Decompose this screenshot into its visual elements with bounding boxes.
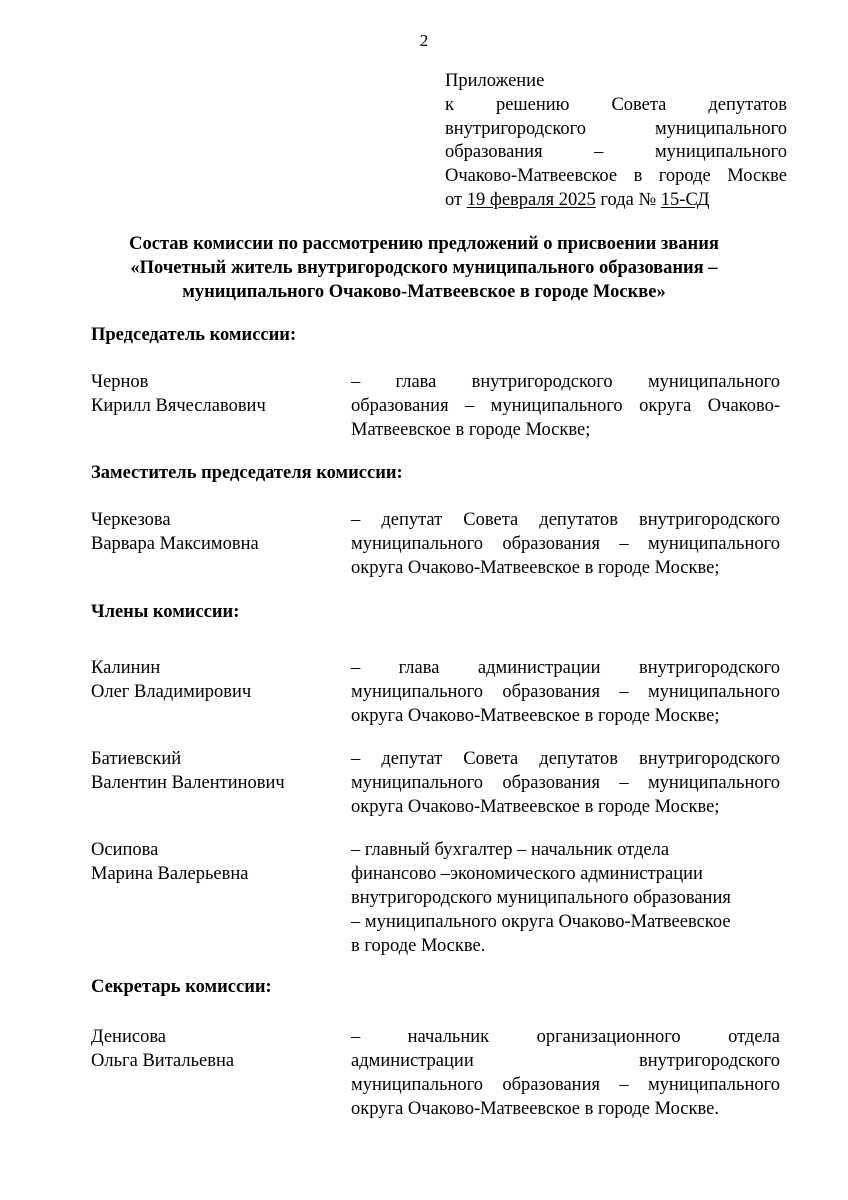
member-surname: Черкезова xyxy=(91,510,171,530)
member-role xyxy=(351,1025,780,1121)
member-surname: Чернов xyxy=(91,372,149,392)
member-given-name: Олег Владимирович xyxy=(91,682,252,702)
role-line: муниципального образования – муниципального xyxy=(351,534,780,554)
appendix-block xyxy=(445,70,787,213)
role-line: округа Очаково-Матвеевское в городе Москве; xyxy=(351,706,720,726)
member-name xyxy=(91,838,341,886)
member-name xyxy=(91,747,341,795)
role-line: образования – муниципального округа Очаково- xyxy=(351,396,780,416)
member-name xyxy=(91,1025,341,1073)
member-name xyxy=(91,656,341,704)
section-heading-members: Члены комиссии: xyxy=(91,602,240,622)
member-surname: Батиевский xyxy=(91,749,182,769)
appendix-line-4: образования – муниципального xyxy=(445,142,787,163)
decision-date: 19 февраля 2025 xyxy=(466,189,596,210)
member-name xyxy=(91,508,341,556)
member-surname: Калинин xyxy=(91,658,161,678)
role-line: округа Очаково-Матвеевское в городе Москве; xyxy=(351,558,720,578)
member-role xyxy=(351,656,780,728)
title-line-2: «Почетный житель внутригородского муниципального образования – xyxy=(130,258,718,278)
member-given-name: Валентин Валентинович xyxy=(91,773,285,793)
title-line-1: Состав комиссии по рассмотрению предложений о присвоении звания xyxy=(129,234,719,254)
member-given-name: Ольга Витальевна xyxy=(91,1051,235,1071)
role-line: – глава администрации внутригородского xyxy=(351,658,780,678)
role-line: муниципального образования – муниципального xyxy=(351,682,780,702)
role-line: внутригородского муниципального образования xyxy=(351,888,731,908)
role-line: финансово –экономического администрации xyxy=(351,864,703,884)
section-heading-deputy: Заместитель председателя комиссии: xyxy=(91,463,403,483)
member-role xyxy=(351,508,780,580)
appendix-line-5: Очаково-Матвеевское в городе Москве xyxy=(445,166,787,187)
role-line: – депутат Совета депутатов внутригородского xyxy=(351,749,780,769)
page-number: 2 xyxy=(419,31,429,50)
role-line: – муниципального округа Очаково-Матвеевское xyxy=(351,912,731,932)
role-line: муниципального образования – муниципального xyxy=(351,1075,780,1095)
decision-number: 15-СД xyxy=(660,189,710,210)
appendix-number-prefix: года № xyxy=(595,189,661,210)
member-given-name: Варвара Максимовна xyxy=(91,534,259,554)
member-surname: Осипова xyxy=(91,840,159,860)
appendix-line-6 xyxy=(445,189,787,213)
member-role xyxy=(351,838,780,958)
appendix-line-3: внутригородского муниципального xyxy=(445,118,787,139)
role-line: округа Очаково-Матвеевское в городе Москве; xyxy=(351,797,720,817)
appendix-date-prefix: от xyxy=(445,189,467,210)
document-title xyxy=(60,232,788,304)
role-line: – начальник организационного отдела xyxy=(351,1027,780,1047)
section-heading-chairman: Председатель комиссии: xyxy=(91,325,297,345)
role-line: – главный бухгалтер – начальник отдела xyxy=(351,840,670,860)
title-line-3: муниципального Очаково-Матвеевское в городе Москве» xyxy=(182,282,666,302)
role-line: – глава внутригородского муниципального xyxy=(351,372,780,392)
role-line: администрации внутригородского xyxy=(351,1051,780,1071)
member-role xyxy=(351,747,780,819)
member-given-name: Кирилл Вячеславович xyxy=(91,396,266,416)
role-line: округа Очаково-Матвеевское в городе Москве. xyxy=(351,1099,719,1119)
member-role xyxy=(351,370,780,442)
member-name xyxy=(91,370,341,418)
section-heading-secretary: Секретарь комиссии: xyxy=(91,977,272,997)
role-line: муниципального образования – муниципального xyxy=(351,773,780,793)
appendix-line-2: к решению Совета депутатов xyxy=(445,94,787,115)
role-line: Матвеевское в городе Москве; xyxy=(351,420,591,440)
member-surname: Денисова xyxy=(91,1027,167,1047)
member-given-name: Марина Валерьевна xyxy=(91,864,249,884)
role-line: в городе Москве. xyxy=(351,936,486,956)
role-line: – депутат Совета депутатов внутригородского xyxy=(351,510,780,530)
appendix-line-1: Приложение xyxy=(445,71,545,91)
